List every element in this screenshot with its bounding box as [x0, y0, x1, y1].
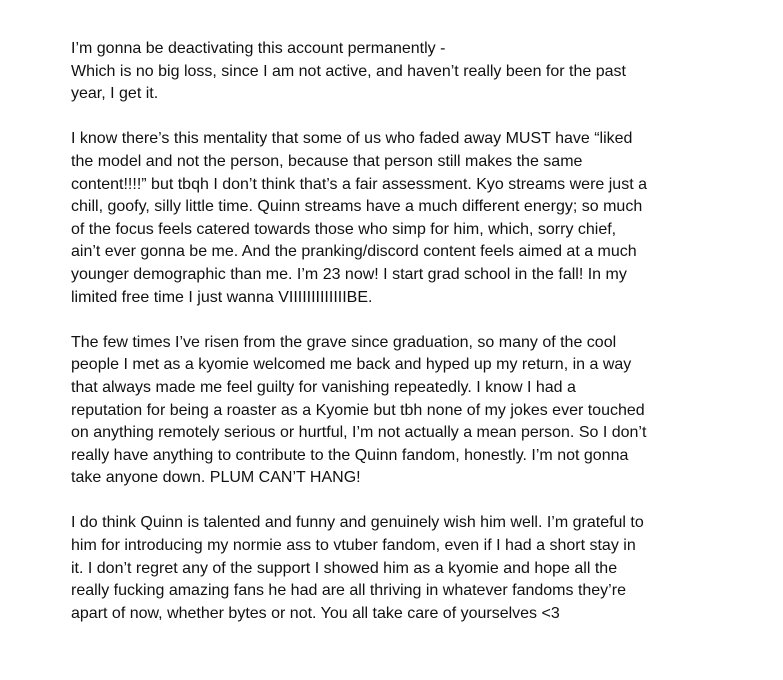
- text-line: year, I get it.: [71, 85, 159, 103]
- text-line: on anything remotely serious or hurtful, I’m not actually a mean person. So I don’t: [71, 424, 647, 442]
- text-line: chill, goofy, silly little time. Quinn streams have a much different energy; so much: [71, 198, 643, 216]
- text-line: content!!!!” but tbqh I don’t think that’s a fair assessment. Kyo streams were just a: [71, 175, 647, 193]
- text-line: people I met as a kyomie welcomed me back and hyped up my return, in a way: [71, 356, 632, 374]
- document-body: [71, 38, 711, 625]
- paragraph-3: [71, 332, 711, 490]
- text-line: limited free time I just wanna VIIIIIIIIIIIIIBE.: [71, 288, 373, 306]
- text-line: take anyone down. PLUM CAN’T HANG!: [71, 469, 361, 487]
- text-line: really have anything to contribute to the Quinn fandom, honestly. I’m not gonna: [71, 446, 629, 464]
- text-line: The few times I’ve risen from the grave since graduation, so many of the cool: [71, 333, 617, 351]
- text-line: of the focus feels catered towards those who simp for him, which, sorry chief,: [71, 220, 617, 238]
- text-line: younger demographic than me. I’m 23 now! I start grad school in the fall! In my: [71, 265, 627, 283]
- text-line: I know there’s this mentality that some of us who faded away MUST have “liked: [71, 130, 633, 148]
- text-line: it. I don’t regret any of the support I showed him as a kyomie and hope all the: [71, 559, 618, 577]
- text-line: Which is no big loss, since I am not active, and haven’t really been for the past: [71, 62, 626, 80]
- text-line: I’m gonna be deactivating this account permanently -: [71, 40, 446, 57]
- text-line: ain’t ever gonna be me. And the pranking/discord content feels aimed at a much: [71, 243, 637, 261]
- text-line: reputation for being a roaster as a Kyomie but tbh none of my jokes ever touched: [71, 401, 645, 419]
- text-line: I do think Quinn is talented and funny and genuinely wish him well. I’m grateful to: [71, 514, 644, 532]
- text-line: really fucking amazing fans he had are all thriving in whatever fandoms they’re: [71, 582, 626, 600]
- text-line: the model and not the person, because that person still makes the same: [71, 152, 583, 170]
- text-line: him for introducing my normie ass to vtuber fandom, even if I had a short stay in: [71, 537, 636, 555]
- text-line: that always made me feel guilty for vanishing repeatedly. I know I had a: [71, 378, 576, 396]
- paragraph-1: [71, 38, 711, 106]
- paragraph-2: [71, 128, 711, 309]
- paragraph-4: [71, 512, 711, 625]
- text-line: apart of now, whether bytes or not. You all take care of yourselves <3: [71, 604, 560, 622]
